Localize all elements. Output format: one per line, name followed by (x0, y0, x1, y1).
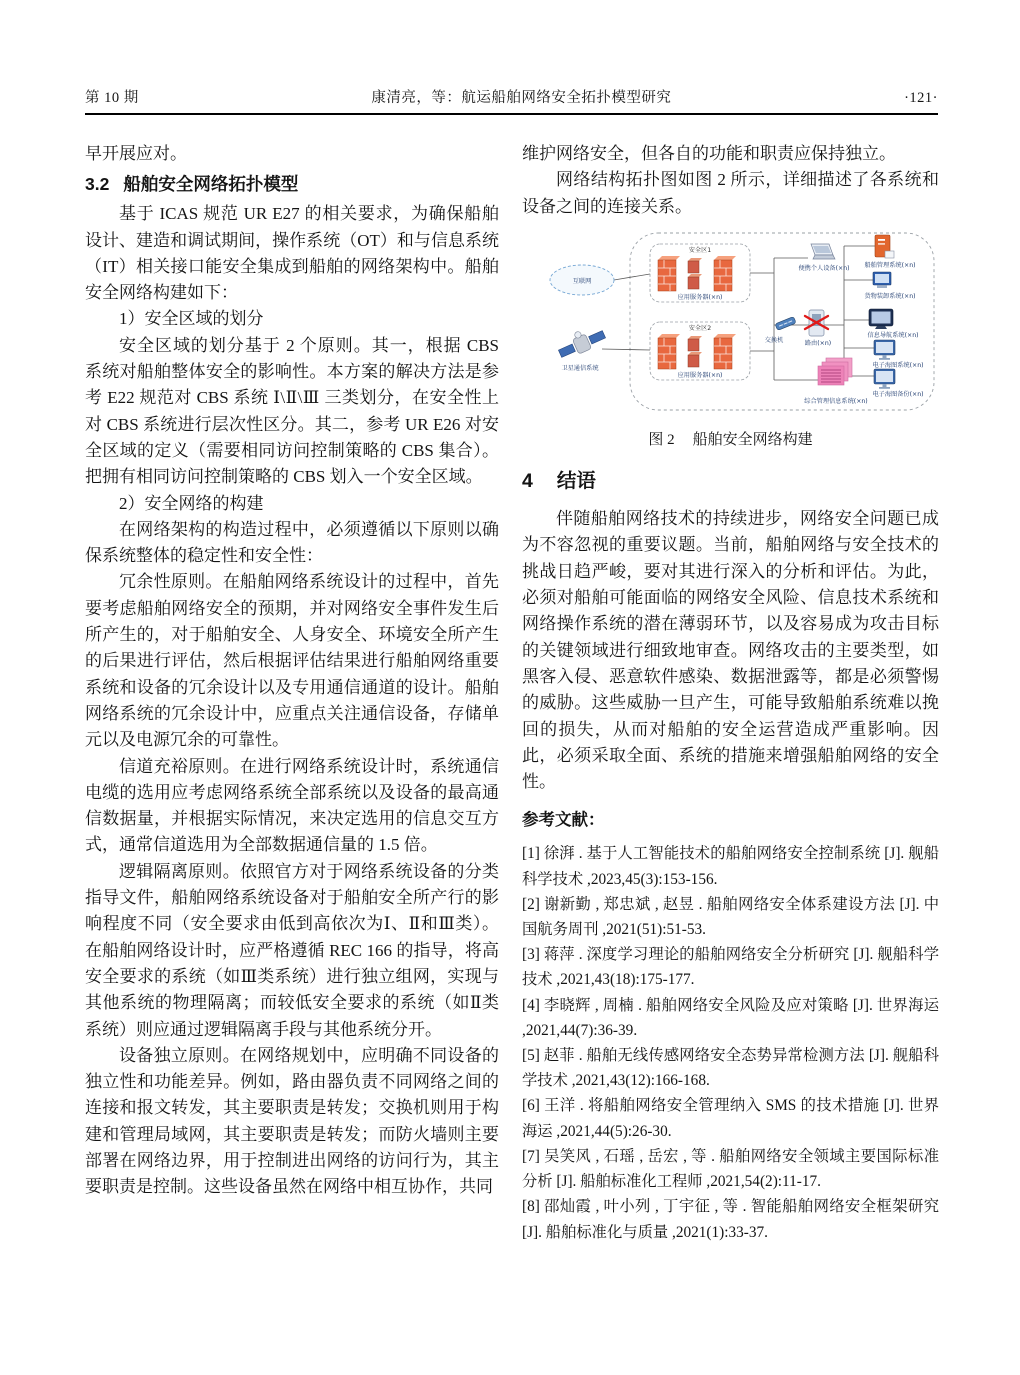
paragraph: 安全区域的划分基于 2 个原则。其一，根据 CBS 系统对船舶整体安全的影响性。本方案的解决方法是参考 E22 规范对 CBS 系统 Ⅰ\Ⅱ\Ⅲ 三类划分，在安全性上对 CBS 系统进行层次性区分。其二，参考 UR E26 对安全区域的定义（需要相同访问控制策略的 CBS 集合）。把拥有相同访问控制策略的 CBS 划入一个安全区域。 (85, 335, 499, 487)
paragraph: 基于 ICAS 规范 UR E27 的相关要求，为确保船舶设计、建造和调试期间，操作系统（OT）和与信息系统（IT）相关接口能安全集成到船舶的网络架构中。船舶安全网络构建如下： (85, 204, 499, 303)
reference-item: [4] 李晓辉 , 周楠 . 船舶网络安全风险及应对策略 [J]. 世界海运 ,2021,44(7):36-39. (522, 996, 939, 1039)
satellite-label: 卫星通信系统 (561, 364, 599, 372)
subsection-heading (85, 169, 499, 199)
subsection-title: 船舶安全网络拓扑模型 (123, 174, 299, 195)
list-item-heading: 1）安全区域的划分 (119, 309, 264, 329)
left-column (85, 141, 499, 1201)
doc-stack-label: 综合管理信息系统(×n) (804, 397, 868, 405)
monitor-icon (872, 340, 923, 369)
reference-item: [5] 赵菲 . 船舶无线传感网络安全态势异常检测方法 [J]. 舰船科学技术 ,2021,43(12):166-168. (522, 1047, 939, 1090)
references-list (522, 841, 939, 1244)
journal-issue: 第 10 期 (85, 90, 139, 106)
paragraph: 网络结构拓扑图如图 2 所示，详细描述了各系统和设备之间的连接关系。 (522, 170, 939, 216)
security-zone-1 (650, 244, 750, 302)
router-icon (805, 310, 831, 347)
firewall-icon (714, 334, 736, 369)
right-column (522, 141, 939, 1245)
paragraph: 伴随船舶网络技术的持续进步，网络安全问题已成为不容忽视的重要议题。当前，船舶网络与安全技术的挑战日趋严峻，要对其进行深入的分析和评估。为此，必须对船舶可能面临的网络安全风险、信息技术系统和网络操作系统的潜在薄弱环节，以及容易成为攻击目标的关键领域进行细致地审查。网络攻击的主要类型，如黑客入侵、恶意软件感染、数据泄露等，都是必须警惕的威胁。这些威胁一旦产生，可能导致船舶系统难以挽回的损失，从而对船舶的安全运营造成严重影响。因此，必须采取全面、系统的措施来增强船舶网络的安全性。 (522, 509, 939, 792)
references-heading: 参考文献： (522, 811, 605, 830)
figure-caption-text: 船舶安全网络构建 (692, 432, 813, 449)
firewall-icon (658, 334, 680, 369)
paragraph-carryover: 维护网络安全，但各自的功能和职责应保持独立。 (522, 144, 896, 163)
reference-item: [2] 谢新勤 , 郑忠斌 , 赵昱 . 船舶网络安全体系建设方法 [J]. 中国航务周刊 ,2021(51):51-53. (522, 895, 939, 939)
reference-item: [3] 蒋萍 . 深度学习理论的船舶网络安全分析研究 [J]. 舰船科学技术 ,2021,43(18):175-177. (522, 946, 939, 989)
firewall-icon (658, 256, 680, 291)
network-topology-diagram (522, 230, 939, 416)
internet-cloud-icon (550, 265, 614, 295)
server-stack-icon (688, 258, 702, 289)
switch-icon (765, 316, 796, 343)
paragraph-carryover: 早开展应对。 (85, 144, 187, 163)
reference-item: [6] 王洋 . 将船舶网络安全管理纳入 SMS 的技术措施 [J]. 世界海运 ,2021,44(5):26-30. (522, 1097, 939, 1140)
paragraph: 信道充裕原则。在进行网络系统设计时，系统通信电缆的选用应考虑网络系统全部系统以及设备的最高通信数据量，并根据实际情况，来决定选用的信息交互方式，通常信道选用为全部数据通信量的 1.5 倍。 (85, 756, 499, 855)
laptop-label: 便携个人设备(×n) (798, 264, 850, 272)
page-number: ·121· (904, 90, 938, 106)
server-stack-icon (688, 336, 702, 367)
paragraph: 设备独立原则。在网络规划中，应明确不同设备的独立性和功能差异。例如，路由器负责不同网络之间的连接和报文转发，其主要职责是转发；交换机则用于构建和管理局域网，其主要职责是转发；而防火墙则主要部署在网络边界，用于控制进出网络的访问行为，其主要职责是控制。这些设备虽然在网络中相互协作，共同 (85, 1045, 499, 1197)
paragraph: 在网络架构的构造过程中，必须遵循以下原则以确保系统整体的稳定性和安全性： (85, 519, 499, 566)
monitor-icon (872, 369, 923, 398)
list-item-heading: 2）安全网络的构建 (119, 493, 264, 513)
zone2-servers-label: 应用服务器(×n) (677, 371, 723, 379)
section-title: 结语 (556, 470, 596, 493)
cloud-label: 互联网 (572, 277, 592, 285)
device3-label: 信息导航系统(×n) (867, 331, 919, 339)
zone1-servers-label: 应用服务器(×n) (677, 293, 723, 301)
reference-item: [1] 徐湃 . 基于人工智能技术的船舶网络安全控制系统 [J]. 舰船科学技术 ,2023,45(3):153-156. (522, 845, 939, 888)
security-zone-2 (650, 322, 750, 380)
computer-icon (864, 272, 915, 300)
figure-network-topology (522, 230, 939, 452)
section-heading-conclusion (522, 466, 939, 496)
zone2-title: 安全区2 (688, 324, 712, 332)
zone1-title: 安全区1 (688, 246, 712, 254)
device5-label: 电子海图备份(×n) (872, 390, 924, 398)
header-rule (85, 113, 938, 115)
document-stack-icon (804, 358, 867, 405)
paragraph: 逻辑隔离原则。依照官方对于网络系统设备的分类指导文件，船舶网络系统设备对于船舶安全所产行的影响程度不同（安全要求由低到高依次为Ⅰ、Ⅱ和Ⅲ类）。在船舶网络设计时，应严格遵循 REC 166 的指导，将高安全要求的系统（如Ⅲ类系统）进行独立组网，实现与其他系统的物理隔离；而较低安全要求的系统（如Ⅱ类系统）则应通过逻辑隔离手段与其他系统分开。 (85, 861, 499, 1039)
figure-caption-label: 图 2 (648, 432, 675, 449)
figure-caption (522, 428, 939, 452)
monitor-icon (867, 309, 918, 339)
firewall-icon (714, 256, 736, 291)
satellite-icon (555, 322, 607, 372)
subsection-number: 3.2 (85, 174, 110, 195)
switch-label: 交换机 (764, 336, 784, 344)
reference-item: [8] 邵灿霞 , 叶小列 , 丁宇征 , 等 . 智能船舶网络安全框架研究 [J]. 船舶标准化与质量 ,2021(1):33-37. (522, 1198, 939, 1241)
running-title: 康清亮，等：航运船舶网络安全拓扑模型研究 (371, 90, 672, 106)
device-tower-icon (864, 235, 915, 269)
device4-label: 电子海图系统(×n) (872, 361, 924, 369)
router-label: 路由(×n) (804, 339, 832, 347)
device1-label: 船舶管理系统(×n) (864, 261, 916, 269)
paragraph: 冗余性原则。在船舶网络系统设计的过程中，首先要考虑船舶网络安全的预期，并对网络安全事件发生后所产生的，对于船舶安全、人身安全、环境安全所产生的后果进行评估，然后根据评估结果进行船舶网络重要系统和设备的冗余设计以及专用通信通道的设计。船舶网络系统的冗余设计中，应重点关注通信设备，存储单元以及电源冗余的可靠性。 (85, 572, 499, 750)
device2-label: 货物装卸系统(×n) (864, 292, 916, 300)
reference-item: [7] 吴笑风 , 石瑶 , 岳宏 , 等 . 船舶网络安全领域主要国际标准分析 [J]. 船舶标准化工程师 ,2021,54(2):11-17. (522, 1147, 939, 1191)
page-header (85, 86, 938, 107)
section-number: 4 (522, 470, 533, 493)
